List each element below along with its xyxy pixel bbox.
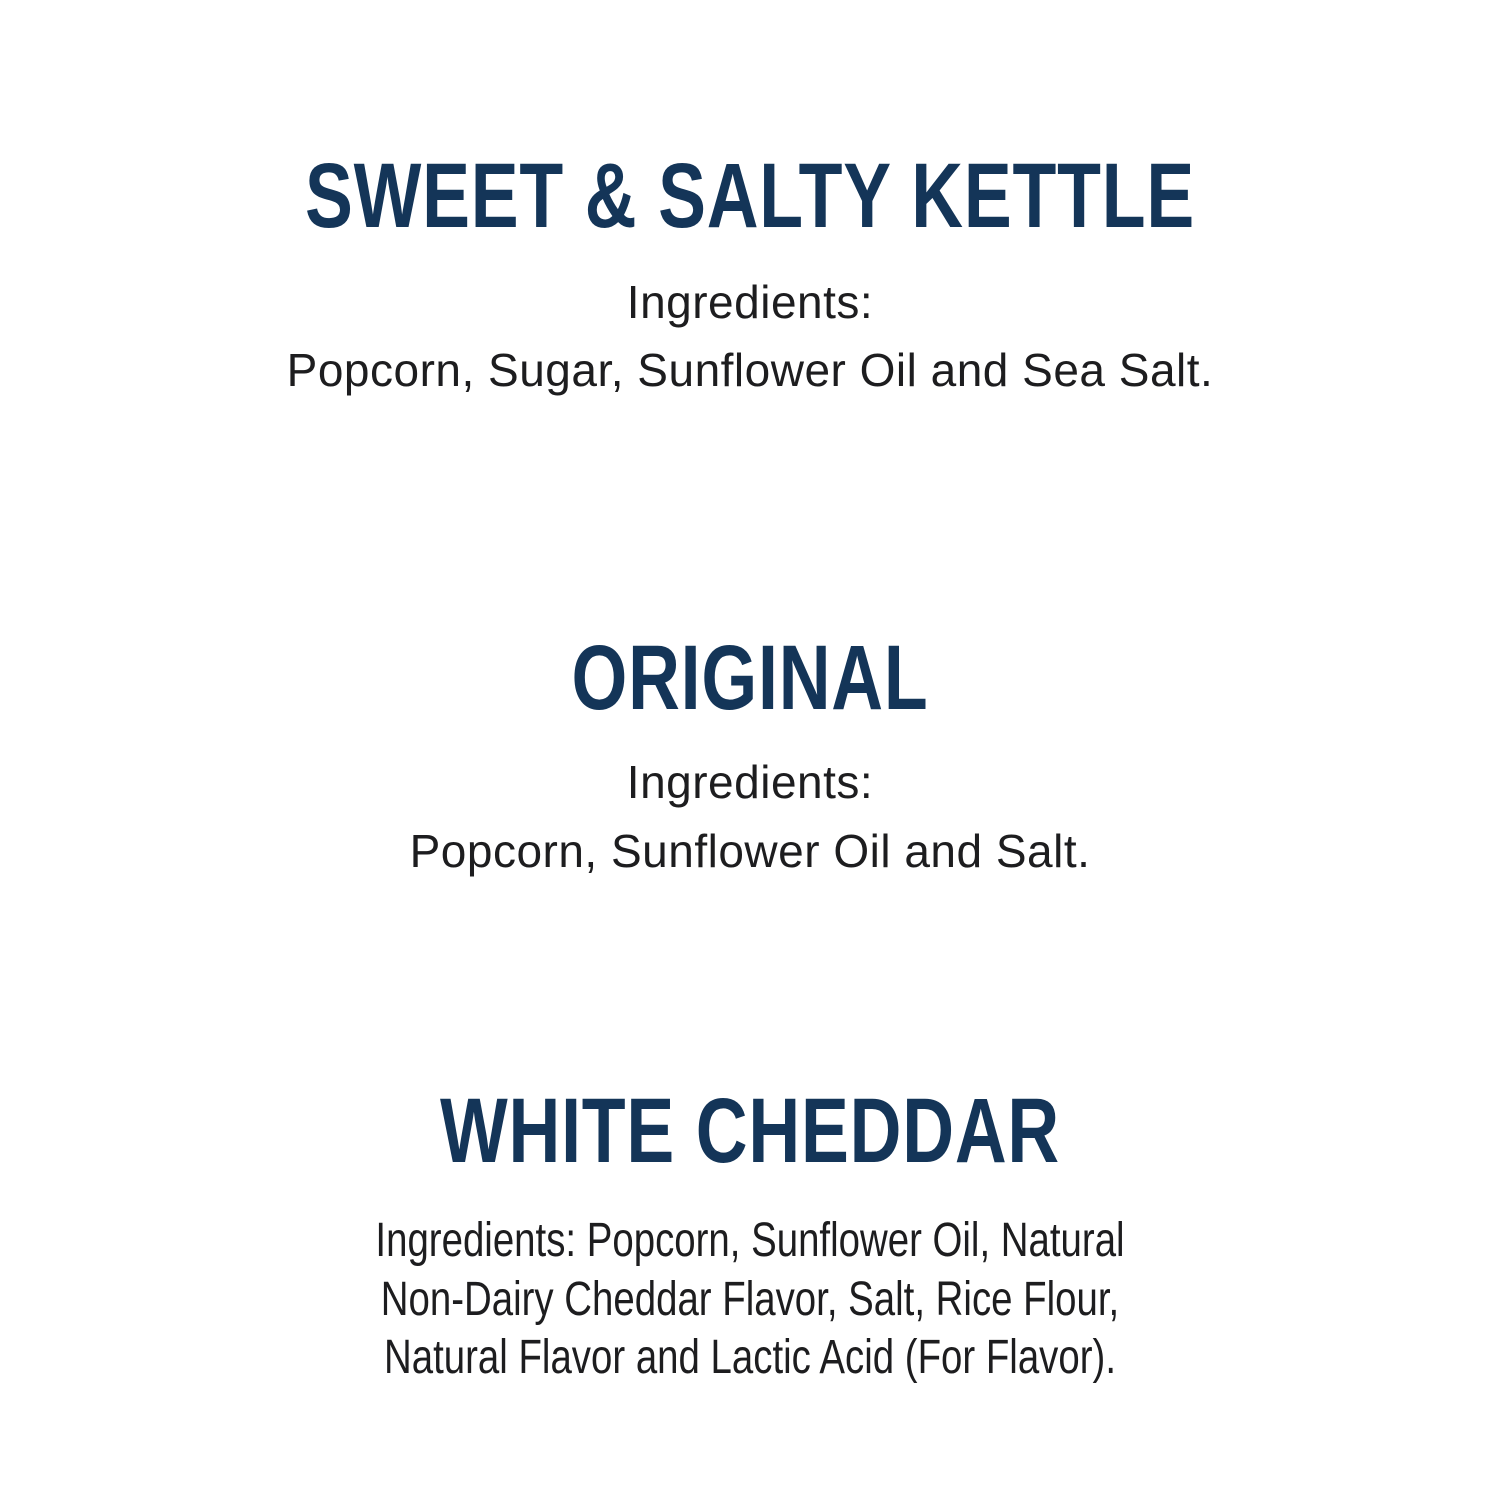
ingredients-line-white-cheddar: Non-Dairy Cheddar Flavor, Salt, Rice Flour,	[380, 1273, 1120, 1326]
ingredients-line-white-cheddar: Ingredients: Popcorn, Sunflower Oil, Natural	[375, 1214, 1125, 1267]
ingredients-line-white-cheddar: Natural Flavor and Lactic Acid (For Flavor).	[384, 1331, 1116, 1384]
ingredients-text-sweet-salty-kettle: Popcorn, Sugar, Sunflower Oil and Sea Salt.	[286, 344, 1214, 396]
ingredients-label-original: Ingredients:	[626, 756, 874, 808]
flavor-title-original: ORIGINAL	[571, 627, 929, 729]
ingredients-text-original: Popcorn, Sunflower Oil and Salt.	[409, 825, 1091, 877]
flavor-title-sweet-salty-kettle: SWEET & SALTY KETTLE	[304, 145, 1196, 247]
ingredients-label-sweet-salty-kettle: Ingredients:	[626, 276, 874, 328]
flavor-title-white-cheddar: WHITE CHEDDAR	[439, 1080, 1061, 1182]
